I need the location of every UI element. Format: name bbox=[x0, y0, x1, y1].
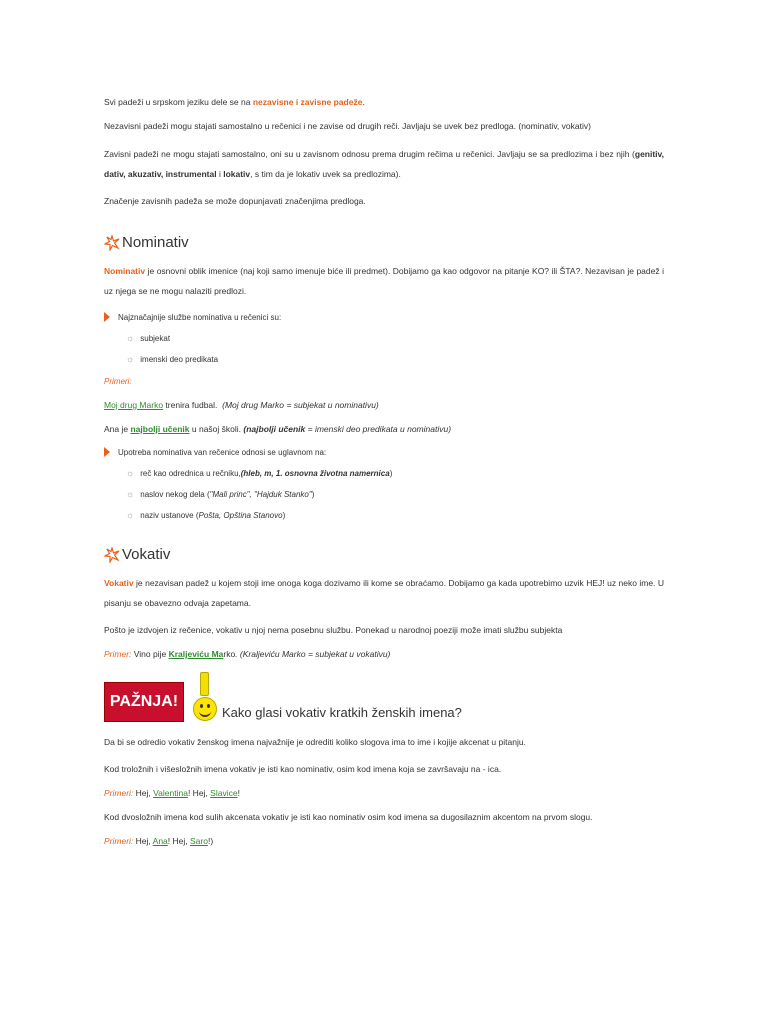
intro-line-1 bbox=[104, 96, 664, 109]
intro-text: Svi padeži u srpskom jeziku dele se na bbox=[104, 97, 253, 107]
vokativ-definition bbox=[104, 573, 664, 613]
document-body bbox=[104, 96, 664, 859]
vokativ-example bbox=[104, 648, 664, 661]
text: naziv ustanove ( bbox=[140, 510, 199, 520]
text: Ana je bbox=[104, 424, 131, 434]
nominativ-heading bbox=[104, 234, 664, 251]
text-note: . (Kraljeviću Marko = subjekat u vokativu) bbox=[235, 649, 391, 659]
example-1 bbox=[104, 399, 664, 412]
vokativ-term: Vokativ bbox=[104, 578, 134, 588]
text: !) bbox=[207, 836, 214, 846]
smiley-icon bbox=[193, 697, 217, 721]
warning-example-1 bbox=[104, 787, 664, 800]
warning-paragraph-3: Kod dvosložnih imena kod sulih akcenata vokativ je isti kao nominativ osim kod imena sa dugosilaznim akcentom na prvom slogu. bbox=[104, 812, 593, 822]
list-item-text: subjekat bbox=[140, 333, 171, 343]
bullet-text: Upotreba nominativa van rečenice odnosi se uglavnom na: bbox=[118, 447, 327, 457]
intro-highlight: nezavisne i zavisne padeže bbox=[252, 97, 363, 107]
text: i bbox=[216, 169, 224, 179]
bullet-text: Najznačajnije službe nominativa u rečenici su: bbox=[118, 312, 282, 322]
text: Hej, bbox=[133, 788, 154, 798]
text-note: (Moj drug Marko = subjekat u nominativu) bbox=[222, 400, 379, 410]
vokativ-paragraph-2: Pošto je izdvojen iz rečenice, vokativ u njoj nema posebnu službu. Ponekad u narodnoj poeziji može imati službu subjekta bbox=[104, 625, 563, 635]
text: ! Hej, bbox=[187, 788, 211, 798]
text-italic: "Mali princ", "Hajduk Stanko" bbox=[209, 489, 312, 499]
nominativ-term: Nominativ bbox=[104, 266, 146, 276]
text: rko bbox=[223, 649, 236, 659]
example-link[interactable]: Valentina bbox=[153, 788, 188, 798]
list-item bbox=[126, 354, 664, 364]
text: ) bbox=[389, 468, 393, 478]
text-note: = imenski deo predikata u nominativu) bbox=[305, 424, 452, 434]
text-italic: (hleb, m, 1. osnovna životna namernica bbox=[240, 468, 390, 478]
nominativ-bullet-usage bbox=[104, 447, 664, 457]
pazna-badge: PAŽNJA! bbox=[104, 682, 184, 722]
warning-paragraph-2: Kod troložnih i višesložnih imena vokativ je isti kao nominativ, osim kod imena koja se završavaju na - ica. bbox=[104, 764, 502, 774]
intro-line-3 bbox=[104, 144, 664, 184]
list-item bbox=[126, 333, 664, 343]
example-link[interactable]: Ana bbox=[152, 836, 168, 846]
text: Hej, bbox=[133, 836, 153, 846]
text: Vino pije bbox=[131, 649, 169, 659]
examples-label: Primeri: bbox=[104, 377, 132, 386]
text: , s tim da je lokativ uvek sa predlozima). bbox=[250, 169, 401, 179]
list-item bbox=[126, 489, 664, 499]
sun-bullet-icon: ☼ bbox=[126, 354, 135, 364]
warning-question: Kako glasi vokativ kratkih ženskih imena? bbox=[222, 705, 462, 720]
triangle-bullet-icon bbox=[104, 312, 110, 322]
triangle-bullet-icon bbox=[104, 447, 110, 457]
sun-bullet-icon: ☼ bbox=[126, 510, 135, 520]
sun-bullet-icon: ☼ bbox=[126, 468, 135, 478]
example-link[interactable]: Moj drug Marko bbox=[104, 400, 164, 410]
list-item-text: imenski deo predikata bbox=[140, 354, 219, 364]
intro-line-4: Značenje zavisnih padeža se može dopunjavati značenjima predloga. bbox=[104, 196, 366, 206]
example-label: Primeri: bbox=[104, 836, 134, 846]
text-bold: genitiv, dativ, akuzativ, instrumental bbox=[104, 149, 664, 179]
star-burst-icon bbox=[104, 547, 120, 563]
sun-bullet-icon: ☼ bbox=[126, 333, 135, 343]
text: trenira fudbal. bbox=[163, 400, 218, 410]
intro-text-end: . bbox=[362, 97, 365, 107]
exclamation-icon bbox=[200, 672, 209, 696]
warning-example-2 bbox=[104, 835, 664, 848]
vokativ-heading bbox=[104, 546, 664, 563]
warning-paragraph-1: Da bi se odredio vokativ ženskog imena najvažnije je odrediti koliko slogova ima to ime i kojije akcenat u pitanju. bbox=[104, 737, 526, 747]
text-note-bold: (najbolji učenik bbox=[243, 424, 306, 434]
example-label: Primer: bbox=[104, 649, 132, 659]
vokativ-title: Vokativ bbox=[122, 546, 171, 563]
nominativ-definition bbox=[104, 261, 664, 301]
text: ! Hej, bbox=[167, 836, 190, 846]
text: naslov nekog dela ( bbox=[140, 489, 210, 499]
example-label: Primeri: bbox=[104, 788, 134, 798]
text: ) bbox=[282, 510, 286, 520]
example-2 bbox=[104, 423, 664, 436]
list-item bbox=[126, 510, 664, 520]
intro-line-2: Nezavisni padeži mogu stajati samostalno u rečenici i ne zavise od drugih reči. Javljaju se uvek bez predloga. (nominativ, vokativ) bbox=[104, 121, 591, 131]
example-link[interactable]: Slavice bbox=[210, 788, 238, 798]
text: u našoj školi. bbox=[189, 424, 244, 434]
text: ! bbox=[237, 788, 240, 798]
nominativ-title: Nominativ bbox=[122, 234, 189, 251]
example-link[interactable]: Kraljeviću Ma bbox=[168, 649, 224, 659]
list-item bbox=[126, 468, 664, 478]
text: ) bbox=[311, 489, 315, 499]
text-italic: Pošta, Opština Stanovo bbox=[198, 510, 283, 520]
text: je osnovni oblik imenice (naj koji samo imenuje biće ili predmet). Dobijamo ga kao odgovor na pitanje KO? ili ŠTA?. Nezavisan je padež i uz njega se ne mogu nalaziti predlozi. bbox=[104, 266, 664, 296]
exclamation-smiley-icon bbox=[192, 672, 218, 722]
text: je nezavisan padež u kojem stoji ime onoga koga dozivamo ili kome se obraćamo. Dobijamo ga kada upotrebimo uzvik HEJ! uz neko ime. U pisanju se obavezno odvaja zapetama. bbox=[104, 578, 664, 608]
sun-bullet-icon: ☼ bbox=[126, 489, 135, 499]
warning-banner bbox=[104, 672, 664, 722]
star-burst-icon bbox=[104, 235, 120, 251]
text: Zavisni padeži ne mogu stajati samostalno, oni su u zavisnom odnosu prema drugim rečima u rečenici. Javljaju se sa predlozima i bez njih ( bbox=[104, 149, 635, 159]
nominativ-bullet-services bbox=[104, 312, 664, 322]
example-link[interactable]: Saro bbox=[189, 836, 208, 846]
text-bold: lokativ bbox=[223, 169, 251, 179]
example-link[interactable]: najbolji učenik bbox=[130, 424, 190, 434]
text: reč kao odrednica u rečniku, bbox=[140, 468, 241, 478]
